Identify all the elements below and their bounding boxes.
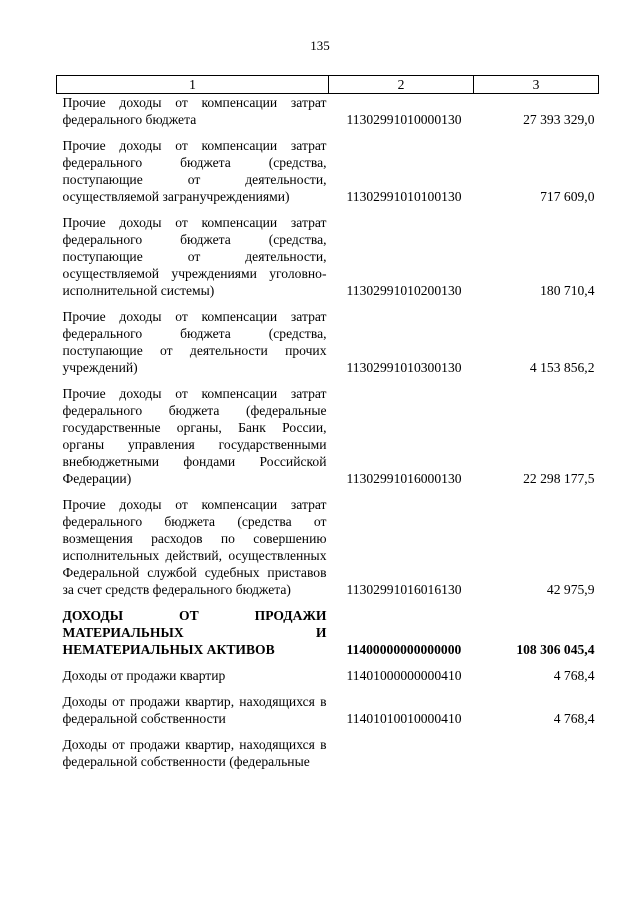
- amount: 42 975,9: [546, 582, 595, 597]
- amount: [474, 736, 599, 779]
- budget-code: 11401010010000410: [346, 711, 462, 726]
- column-header-2: 2: [329, 76, 474, 94]
- budget-code: 11302991010000130: [346, 112, 462, 127]
- table-header-row: [57, 76, 599, 94]
- revenue-name: Прочие доходы от компенсации затрат федерального бюджета (федеральные государственные органы, Банк России, органы управления государственными внебюджетными фондами Российской Федерации): [62, 386, 327, 486]
- revenue-name: Доходы от продажи квартир, находящихся в федеральной собственности (федеральные: [62, 737, 327, 769]
- budget-code: 11302991016016130: [346, 582, 462, 597]
- revenue-name: Доходы от продажи квартир, находящихся в федеральной собственности: [62, 694, 327, 726]
- budget-code: 11401000000000410: [346, 668, 462, 683]
- page-number: 135: [310, 38, 330, 53]
- amount: 4 768,4: [553, 711, 595, 726]
- amount: 180 710,4: [540, 283, 595, 298]
- column-header-3: 3: [474, 76, 599, 94]
- table-row: [57, 736, 599, 779]
- revenue-name: ДОХОДЫ ОТ ПРОДАЖИ МАТЕРИАЛЬНЫХ И НЕМАТЕРИАЛЬНЫХ АКТИВОВ: [62, 608, 327, 657]
- revenue-name: Прочие доходы от компенсации затрат федерального бюджета (средства, поступающие от деятельности, осуществляемой учреждениями уголовно-исполнительной системы): [62, 215, 327, 298]
- table-row: [57, 94, 599, 138]
- budget-code: [329, 736, 474, 779]
- column-header-1: 1: [57, 76, 329, 94]
- table-row: [57, 137, 599, 214]
- budget-code: 11302991010300130: [346, 360, 462, 375]
- amount: 22 298 177,5: [523, 471, 595, 486]
- budget-code: 11302991010200130: [346, 283, 462, 298]
- table-row: [57, 496, 599, 607]
- budget-code: 11302991010100130: [346, 189, 462, 204]
- amount: 108 306 045,4: [516, 642, 595, 657]
- revenue-name: Прочие доходы от компенсации затрат федерального бюджета (средства, поступающие от деятельности прочих учреждений): [62, 309, 327, 375]
- table-row-section-total: [57, 607, 599, 667]
- amount: 27 393 329,0: [523, 112, 595, 127]
- table-row: [57, 308, 599, 385]
- revenue-name: Прочие доходы от компенсации затрат федерального бюджета (средства, поступающие от деятельности, осуществляемой загранучреждениями): [62, 138, 327, 204]
- table-row: [57, 667, 599, 693]
- budget-code: 11302991016000130: [346, 471, 462, 486]
- table-row: [57, 693, 599, 736]
- amount: 717 609,0: [540, 189, 595, 204]
- amount: 4 768,4: [553, 668, 595, 683]
- revenue-name: Доходы от продажи квартир: [62, 668, 226, 683]
- revenue-table: [56, 75, 599, 779]
- table-row: [57, 385, 599, 496]
- amount: 4 153 856,2: [529, 360, 595, 375]
- table-row: [57, 214, 599, 308]
- budget-code: 11400000000000000: [346, 642, 462, 657]
- revenue-name: Прочие доходы от компенсации затрат федерального бюджета: [62, 95, 327, 127]
- revenue-name: Прочие доходы от компенсации затрат федерального бюджета (средства от возмещения расходов по совершению исполнительных действий, осуществленных Федеральной службой судебных приставов за счет средств федерального бюджета): [62, 497, 327, 597]
